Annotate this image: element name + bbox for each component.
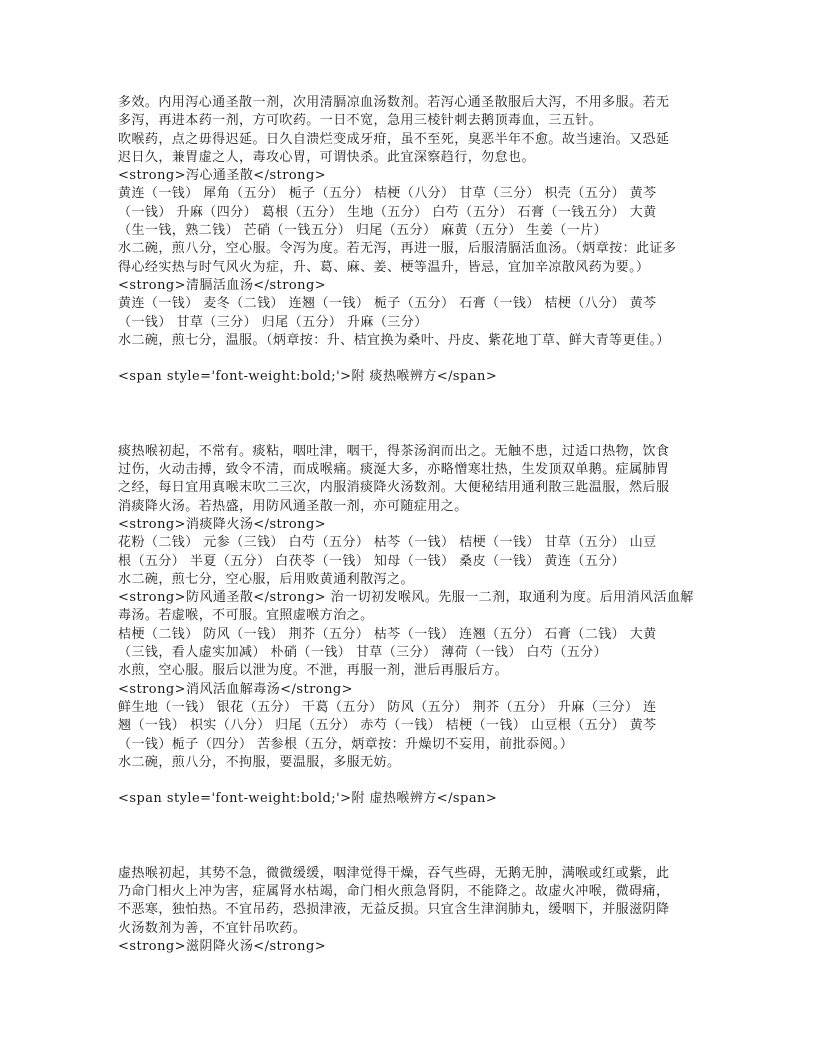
text-line: 迟日久，兼胃虚之人，毒攻心胃，可谓快杀。此宜深察趋行，勿怠也。 — [118, 149, 535, 165]
blank-line — [118, 350, 700, 368]
text-line: 多效。内用泻心通圣散一剂，次用清膈凉血汤数剂。若泻心通圣散服后大泻，不用多服。若无 — [118, 95, 670, 110]
text-line: 乃命门相火上冲为害，症属肾水枯竭，命门相火煎急肾阴，不能降之。故虚火冲喉，微碍痛， — [118, 883, 670, 899]
text-line: 桔梗（二钱） 防风（一钱） 荆芥（五分） 枯芩（一钱） 连翘（五分） 石膏（二钱） 大黄 — [118, 626, 657, 642]
text-line: 痰热喉初起，不常有。痰粘，咽吐津，咽干，得茶汤润而出之。无触不患，过适口热物，饮食 — [118, 443, 670, 459]
section-spacer — [118, 809, 700, 865]
text-line: 不恶寒，独怕热。不宜吊药，恐损津液，无益反损。只宜含生津润肺丸，缓咽下，并服滋阴降 — [118, 902, 670, 918]
text-line: 翘（一钱） 枳实（八分） 归尾（五分） 赤芍（一钱） 桔梗（一钱） 山豆根（五分） 黄芩 — [118, 718, 657, 734]
text-line: 之经，每日宜用真喉末吹二三次，内服消痰降火汤数剂。大便秘结用通利散三匙温服，然后服 — [118, 480, 670, 496]
blank-line — [118, 772, 700, 790]
text-line: <strong>滋阴降火汤</strong> — [118, 938, 327, 954]
text-line: 鲜生地（一钱） 银花（五分） 干葛（五分） 防风（五分） 荆芥（五分） 升麻（三分） 连 — [118, 699, 657, 715]
text-line: （一钱）栀子（四分） 苦参根（五分，炳章按：升燥切不妄用，前批忝阅。） — [118, 736, 574, 752]
text-line: 水二碗，煎七分，温服。（炳章按：升、桔宜换为桑叶、丹皮、紫花地丁草、鲜大青等更佳。） — [118, 332, 670, 348]
text-line: <strong>清膈活血汤</strong> — [118, 277, 327, 293]
text-line: 火汤数剂为善，不宜针吊吹药。 — [118, 920, 307, 936]
text-line: 水二碗，煎八分，空心服。令泻为度。若无泻，再进一服，后服清膈活血汤。（炳章按：此证多 — [118, 241, 677, 257]
text-line: 过伤，火动击搏，致令不清，而成喉痛。痰涎大多，亦略憎寒壮热，生发顶双单鹅。症属肺胃 — [118, 462, 670, 478]
text-line: <strong>消痰降火汤</strong> — [118, 516, 327, 532]
text-line: （生一钱，熟二钱） 芒硝（一钱五分） 归尾（五分） 麻黄（五分） 生姜（一片） — [118, 223, 608, 239]
text-line: <strong>泻心通圣散</strong> — [118, 168, 327, 184]
text-line: <strong>防风通圣散</strong> 治一切初发喉风。先服一二剂，取通利为度。后用消风活血解 — [118, 590, 694, 606]
text-line: 根（五分） 半夏（五分） 白茯苓（一钱） 知母（一钱） 桑皮（一钱） 黄连（五分） — [118, 553, 626, 569]
text-line: 吹喉药，点之毋得迟延。日久自溃烂变成牙疳，虽不至死，臭恶半年不愈。故当速治。又恐延 — [118, 131, 670, 147]
text-line: 水二碗，煎七分，空心服，后用败黄通利散泻之。 — [118, 571, 414, 587]
section-spacer — [118, 387, 700, 443]
text-line: （三钱，看人虚实加减） 朴硝（一钱） 甘草（三分） 薄荷（一钱） 白芍（五分） — [118, 645, 608, 661]
text-line: 水煎，空心服。服后以泄为度。不泄，再服一剂，泄后再服后方。 — [118, 663, 509, 679]
text-line: （一钱） 升麻（四分） 葛根（五分） 生地（五分） 白芍（五分） 石膏（一钱五分） 大黄 — [118, 204, 657, 220]
text-line: 毒汤。若虚喉，不可服。宜照虚喉方治之。 — [118, 608, 374, 624]
text-line: 黄连（一钱） 麦冬（二钱） 连翘（一钱） 栀子（五分） 石膏（一钱） 桔梗（八分） 黄芩 — [118, 296, 657, 312]
text-line: （一钱） 甘草（三分） 归尾（五分） 升麻（三分） — [118, 314, 428, 330]
document-body — [118, 94, 700, 956]
text-line: 水二碗，煎八分，不拘服，要温服，多服无妨。 — [118, 754, 401, 770]
text-line: 虚热喉初起，其势不急，微微缓缓，咽津觉得干燥，吞气些碍，无鹅无肿，满喉或红或紫，此 — [118, 865, 670, 881]
text-line: 得心经实热与时气风火为症，升、葛、麻、姜、梗等温升，皆忌，宜加辛凉散风药为要。） — [118, 259, 650, 275]
text-line: 消痰降火汤。若热盛，用防风通圣散一剂，亦可随症用之。 — [118, 498, 468, 514]
text-line: <span style='font-weight:bold;'>附 痰热喉辨方</span> — [118, 369, 498, 385]
text-line: 花粉（二钱） 元参（三钱） 白芍（五分） 枯芩（一钱） 桔梗（一钱） 甘草（五分） 山豆 — [118, 535, 657, 551]
text-line: 黄连（一钱） 犀角（五分） 栀子（五分） 桔梗（八分） 甘草（三分） 枳壳（五分） 黄芩 — [118, 186, 657, 202]
text-line: <strong>消风活血解毒汤</strong> — [118, 681, 354, 697]
text-line: 多泻，再进本药一剂，方可吹药。一日不宽，急用三棱针刺去鹅顶毒血，三五针。 — [118, 113, 603, 129]
text-line: <span style='font-weight:bold;'>附 虚热喉辨方</span> — [118, 791, 498, 807]
